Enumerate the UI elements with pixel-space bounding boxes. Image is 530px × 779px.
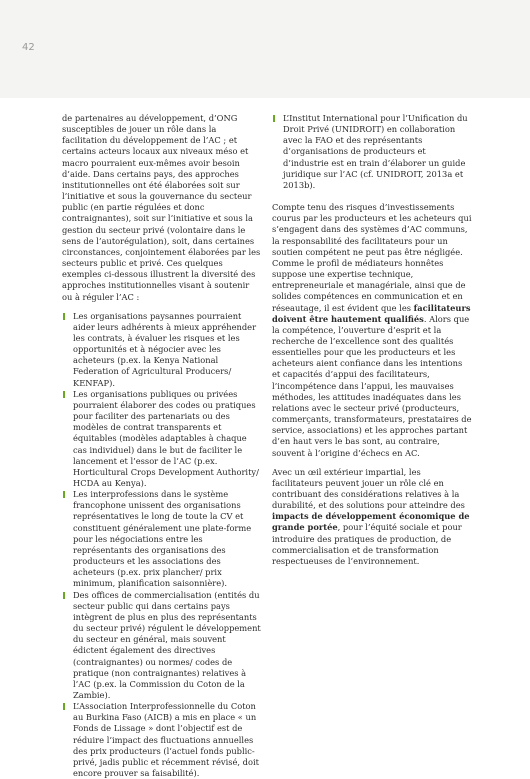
page-number: 42 [22, 42, 35, 53]
facilitators-paragraph [272, 202, 473, 459]
header-band [0, 0, 530, 98]
approaches-list [62, 311, 261, 779]
text-run: , pour l’équité sociale et pour introduire des pratiques de production, de commercialisation et de transformation respectueuses de l’environnement. [272, 522, 462, 566]
list-item: Des offices de commercialisation (entités du secteur public qui dans certains pays intègrent de plus en plus des représentants du secteur privé) régulent le développement du secteur en général, mais souvent édictent également des directives (contraignantes) ou normes/ codes de pratique (non contraignantes) relatives à l’AC (p.ex. la Commission du Coton de la Zambie). [62, 590, 261, 702]
text-run: Avec un œil extérieur impartial, les facilitateurs peuvent jouer un rôle clé en contribuant des considérations relatives à la durabilité, et des solutions pour atteindre des [272, 466, 465, 511]
impact-paragraph [272, 467, 473, 567]
list-item: L’Institut International pour l’Unification du Droit Privé (UNIDROIT) en collaboration avec la FAO et des représentants d’organisations de producteurs et d’industrie est en train d’élaborer un guide juridique sur l’AC (cf. UNIDROIT, 2013a et 2013b). [272, 113, 473, 191]
right-column [272, 113, 473, 575]
left-column [62, 113, 261, 779]
emphasis-qualified: facilitateurs doivent être hautement qualifiés [272, 302, 471, 324]
list-item: Les interprofessions dans le système francophone unissent des organisations représentatives le long de toute la CV et constituent généralement une plate-forme pour les négociations entre les représentants des organisations des producteurs et les associations des acheteurs (p.ex. prix plancher/ prix minimum, planification saisonnière). [62, 489, 261, 589]
text-run: Compte tenu des risques d’investissements courus par les producteurs et les acheteurs qui s’engagent dans des systèmes d’AC communs, la responsabilité des facilitateurs pour un soutien compétent ne peut pas être négligée. Comme le profil de médiateurs honnêtes suppose une expertise technique, entrepreneuriale et managériale, ainsi que de solides compétences en communication et en réseautage, il est évident que les [272, 202, 472, 313]
list-item: Les organisations paysannes pourraient aider leurs adhérents à mieux appréhender les contrats, à évaluer les risques et les opportunités et à négocier avec les acheteurs (p.ex. la Kenya National Federation of Agricultural Producers/ KENFAP). [62, 311, 261, 389]
emphasis-impacts: impacts de développement économique de grande portée [272, 511, 470, 533]
unidroit-list [272, 113, 473, 191]
intro-paragraph: de partenaires au développement, d’ONG susceptibles de jouer un rôle dans la facilitation du développement de l’AC ; et certains acteurs locaux aux niveaux méso et macro pourraient eux-mêmes avoir besoin d’aide. Dans certains pays, des approches institutionnelles ont été élaborées soit sur l’initiative et sous la gouvernance du secteur public (en partie régulées et donc contraignantes), soit sur l’initiative et sous la gestion du secteur privé (volontaire dans le sens de l’autorégulation), soit, dans certaines circonstances, conjointement élaborées par les secteurs public et privé. Ces quelques exemples ci-dessous illustrent la diversité des approches institutionnelles visant à soutenir ou à réguler l’AC : [62, 113, 261, 302]
list-item: L’Association Interprofessionnelle du Coton au Burkina Faso (AICB) a mis en place « un Fonds de Lissage » dont l’objectif est de réduire l’impact des fluctuations annuelles des prix producteurs (l’actuel fonds public-privé, jadis public et récemment révisé, doit encore prouver sa faisabilité). [62, 701, 261, 779]
list-item: Les organisations publiques ou privées pourraient élaborer des codes ou pratiques pour faciliter des partenariats ou des modèles de contrat transparents et équitables (modèles adaptables à chaque cas individuel) dans le but de faciliter le lancement et l’essor de l’AC (p.ex. Horticultural Crops Development Authority/ HCDA au Kenya). [62, 389, 261, 489]
text-run: . Alors que la compétence, l’ouverture d’esprit et la recherche de l’excellence sont des qualités essentielles pour que les producteurs et les acheteurs aient confiance dans les intentions et capacités d’appui des facilitateurs, l’incompétence dans l’appui, les mauvaises méthodes, les attitudes inadéquates dans les relations avec le secteur privé (producteurs, commerçants, transformateurs, prestataires de service, associations) et les approches partant d’en haut vers le bas sont, au contraire, souvent à l’origine d’échecs en AC. [272, 313, 472, 458]
